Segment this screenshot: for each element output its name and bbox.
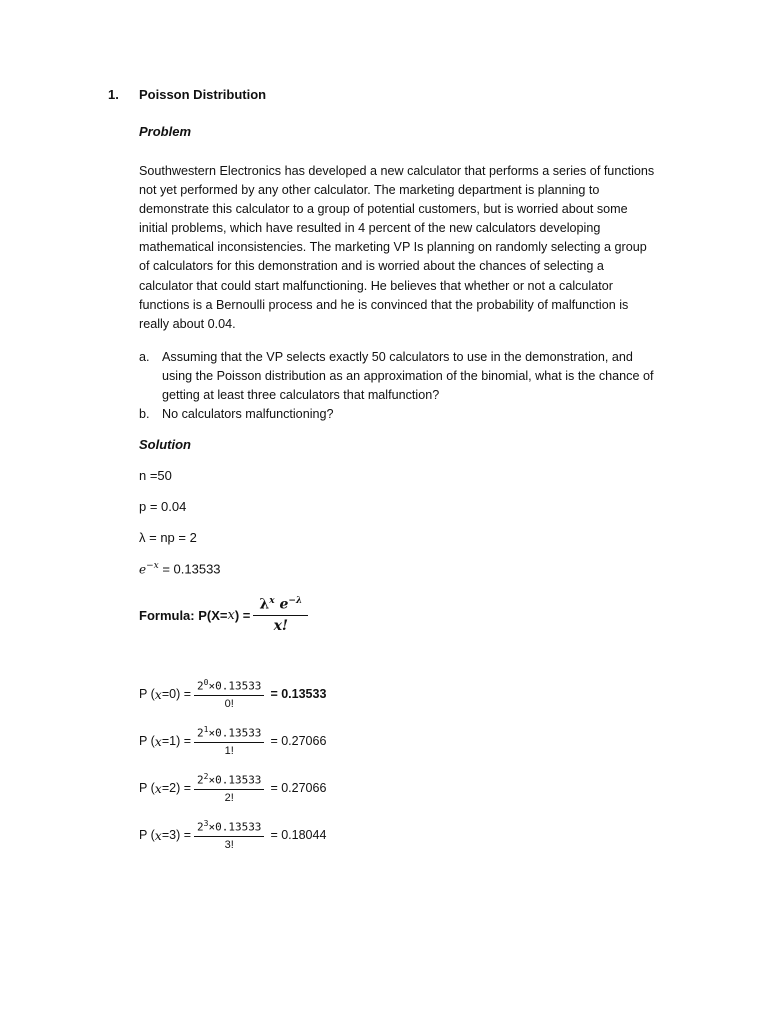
prob-prefix: P ( [139, 734, 155, 748]
prob-result: = 0.27066 [270, 734, 327, 748]
prob-exponent: 2 [203, 772, 209, 782]
problem-line: really about 0.04. [139, 316, 236, 331]
prob-denominator: 2! [224, 791, 234, 804]
prob-denominator: 0! [224, 697, 234, 710]
prob-result: = 0.27066 [270, 781, 327, 795]
e-exponent: −λ [288, 596, 303, 607]
problem-line: functions is a Bernoulli process and he is convinced that the probability of malfunction is [139, 297, 629, 312]
probability-x0 [139, 674, 326, 714]
e-symbol: e [274, 596, 289, 613]
problem-line: not yet performed by any other calculator. The marketing department is planning to [139, 183, 600, 198]
prob-numerator [194, 772, 264, 790]
question-a [139, 348, 699, 405]
formula-fraction [253, 596, 308, 634]
prob-prefix: P ( [139, 687, 155, 701]
prob-var: x [154, 733, 162, 749]
prob-times: ×0.13533 [208, 726, 262, 740]
prob-eq: =1) = [161, 734, 191, 748]
prob-var: x [154, 827, 162, 843]
prob-times: ×0.13533 [208, 773, 262, 787]
prob-denominator: 1! [224, 744, 234, 757]
e-exponent: −x [146, 561, 159, 571]
prob-var: x [154, 780, 162, 796]
prob-denominator: 3! [224, 838, 234, 851]
prob-base: 2 [197, 679, 204, 693]
problem-line: demonstrate this calculator to a group of potential customers, but is worried about some [139, 202, 628, 217]
problem-line: initial problems, which have resulted in 4 percent of the new calculators developing [139, 221, 601, 236]
question-list [139, 348, 699, 424]
prob-base: 2 [197, 726, 204, 740]
problem-label: Problem [139, 124, 192, 139]
probability-x2 [139, 768, 326, 808]
poisson-formula [139, 594, 308, 636]
given-p: p = 0.04 [139, 499, 187, 514]
question-line: getting at least three calculators that malfunction? [162, 388, 440, 403]
prob-eq: =2) = [161, 781, 191, 795]
section-heading [108, 87, 266, 102]
problem-paragraph [139, 162, 684, 334]
e-value: = 0.13533 [158, 561, 221, 577]
question-line: No calculators malfunctioning? [162, 407, 334, 422]
prob-fraction [194, 678, 264, 710]
prob-times: ×0.13533 [208, 679, 262, 693]
question-line: using the Poisson distribution as an approximation of the binomial, what is the chance of [162, 369, 654, 384]
question-marker: a. [139, 350, 150, 364]
e-base: e [139, 562, 147, 577]
formula-var: x [227, 607, 235, 623]
prob-var: x [154, 686, 162, 702]
formula-numerator [253, 596, 308, 616]
solution-label: Solution [139, 437, 191, 452]
prob-exponent: 0 [203, 678, 209, 688]
probability-x3 [139, 815, 326, 855]
prob-exponent: 3 [203, 819, 209, 829]
problem-line: Southwestern Electronics has developed a new calculator that performs a series of functions [139, 164, 655, 178]
prob-numerator [194, 678, 264, 696]
prob-fraction [194, 819, 264, 851]
question-line: Assuming that the VP selects exactly 50 calculators to use in the demonstration, and [162, 350, 633, 364]
formula-denominator: x! [273, 617, 289, 634]
question-b [139, 405, 699, 424]
prob-fraction [194, 725, 264, 757]
formula-label: Formula: P(X= [139, 607, 228, 623]
prob-eq: =3) = [161, 828, 191, 842]
prob-eq: =0) = [161, 687, 191, 701]
section-number: 1. [108, 87, 119, 102]
prob-prefix: P ( [139, 781, 155, 795]
prob-exponent: 1 [203, 725, 209, 735]
prob-result: = 0.18044 [270, 828, 327, 842]
problem-line: calculator that could start malfunctioning. He believes that whether or not a calculator [139, 278, 613, 293]
prob-numerator [194, 819, 264, 837]
lambda-exponent: x [269, 596, 275, 607]
section-title: Poisson Distribution [139, 87, 267, 102]
problem-line: mathematical inconsistencies. The marketing VP Is planning on randomly selecting a group [139, 240, 647, 255]
prob-base: 2 [197, 773, 204, 787]
problem-line: of calculators for this demonstration and is worried about the chances of selecting a [139, 259, 604, 274]
given-n: n =50 [139, 468, 172, 483]
given-lambda: λ = np = 2 [139, 530, 197, 545]
given-e-value [139, 561, 221, 576]
prob-base: 2 [197, 820, 204, 834]
question-marker: b. [139, 407, 150, 422]
prob-result: = 0.13533 [270, 687, 327, 701]
prob-prefix: P ( [139, 828, 155, 842]
prob-times: ×0.13533 [208, 820, 262, 834]
probability-x1 [139, 721, 326, 761]
lambda-symbol: λ [259, 596, 270, 613]
prob-fraction [194, 772, 264, 804]
prob-numerator [194, 725, 264, 743]
formula-close: ) = [234, 607, 251, 623]
